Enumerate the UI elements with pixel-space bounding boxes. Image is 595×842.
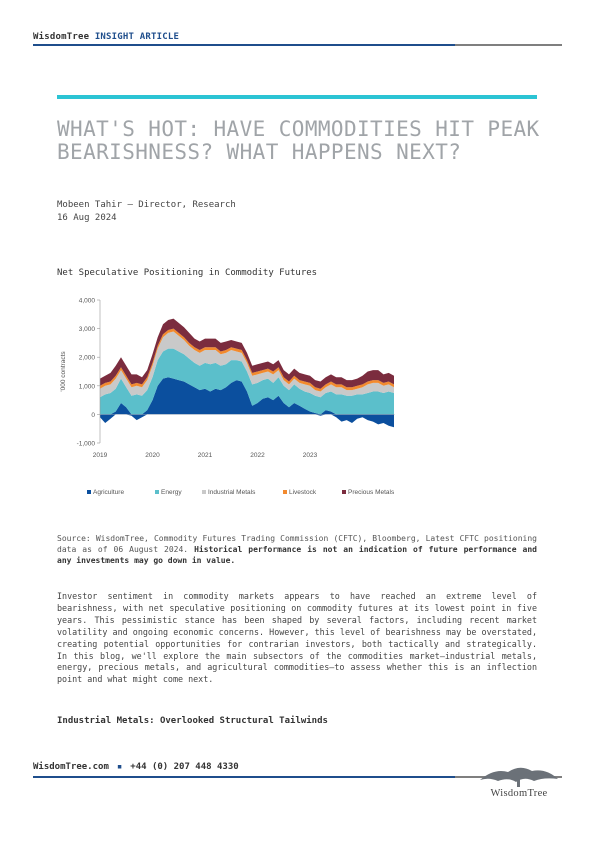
logo-text: WisdomTree [490, 788, 548, 799]
wisdomtree-logo [474, 762, 564, 800]
x-tick-label: 2023 [302, 452, 318, 459]
legend-swatch [342, 490, 346, 494]
legend-label: Precious Metals [348, 489, 395, 496]
legend-swatch [155, 490, 159, 494]
legend-swatch [202, 490, 206, 494]
x-tick-label: 2020 [145, 452, 160, 459]
tree-icon [480, 768, 558, 787]
y-tick-label: 2,000 [78, 354, 95, 362]
header-kind: INSIGHT ARTICLE [94, 32, 180, 42]
header-rule-grey [455, 44, 562, 46]
legend-label: Industrial Metals [208, 489, 256, 496]
y-tick-label: 0 [91, 411, 95, 419]
source-disclaimer: Historical performance is not an indication of future performance and any investments may go down in value. [57, 545, 537, 565]
header-rule-blue [33, 44, 455, 46]
title-accent-bar [57, 95, 537, 99]
legend-swatch [87, 490, 91, 494]
footer-separator: ▪ [116, 762, 123, 772]
legend-label: Agriculture [93, 489, 125, 496]
legend-label: Livestock [289, 489, 317, 496]
chart-source [57, 533, 537, 566]
page-footer [33, 762, 239, 772]
article-date: 16 Aug 2024 [57, 213, 117, 223]
legend-label: Energy [161, 489, 182, 496]
footer-rule-blue [33, 776, 455, 778]
page-header [33, 32, 179, 42]
article-title: WHAT'S HOT: HAVE COMMODITIES HIT PEAK BEARISHNESS? WHAT HAPPENS NEXT? [57, 117, 540, 164]
x-tick-label: 2019 [92, 452, 108, 459]
footer-phone[interactable]: +44 (0) 207 448 4330 [130, 762, 239, 772]
y-tick-label: 4,000 [78, 297, 95, 305]
x-tick-label: 2021 [197, 452, 213, 459]
y-axis-title: '000 contracts [60, 351, 67, 392]
x-tick-label: 2022 [250, 452, 265, 459]
legend-swatch [283, 490, 287, 494]
footer-website[interactable]: WisdomTree.com [33, 762, 109, 772]
source-text: Source: WisdomTree, Commodity Futures Trading Commission (CFTC), Bloomberg, Latest CFTC positioning data as of 06 August 2024. [57, 534, 537, 554]
y-tick-label: 3,000 [78, 326, 95, 334]
chart-title: Net Speculative Positioning in Commodity Futures [57, 268, 318, 278]
section-heading: Industrial Metals: Overlooked Structural Tailwinds [57, 716, 328, 726]
article-body: Investor sentiment in commodity markets appears to have reached an extreme level of bearishness, with net speculative positioning on commodity futures at its lowest point in five years. This pessimistic stance has been shaped by several factors, including recent market volatility and ongoing economic concerns. However, this level of bearishness may be overstated, creating potential opportunities for contrarian investors, both tactically and strategically. In this blog, we'll explore the main subsectors of the commodities market—industrial metals, energy, precious metals, and agricultural commodities—to assess whether this is an inflection point and what might come next. [57, 591, 537, 685]
y-tick-label: -1,000 [76, 440, 95, 448]
positioning-chart [55, 290, 405, 505]
header-brand: WisdomTree [33, 32, 90, 42]
article-author: Mobeen Tahir – Director, Research [57, 200, 236, 210]
y-tick-label: 1,000 [78, 383, 95, 391]
